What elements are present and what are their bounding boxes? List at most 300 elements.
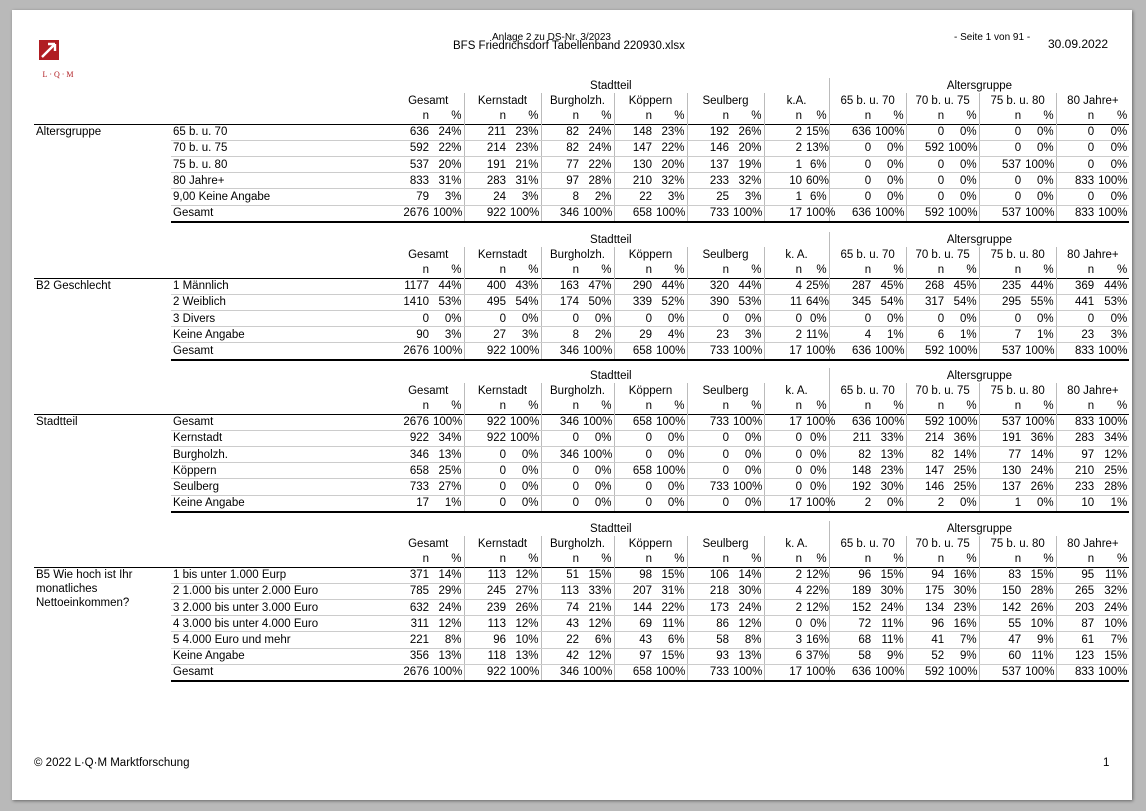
count-cell: 0 — [829, 310, 873, 326]
percent-header: % — [893, 263, 904, 276]
percent-cell: 0% — [581, 495, 614, 512]
count-cell: 295 — [979, 294, 1023, 310]
count-cell: 0 — [687, 430, 731, 446]
percent-cell: 15% — [804, 124, 829, 140]
count-cell: 207 — [614, 583, 654, 599]
percent-cell: 22% — [654, 140, 687, 156]
n-header: n — [1056, 262, 1096, 278]
percent-cell: 44% — [431, 278, 464, 294]
percent-cell: 100% — [508, 430, 541, 446]
percent-cell: 28% — [1096, 479, 1129, 495]
count-cell: 82 — [906, 446, 946, 462]
count-cell: 0 — [829, 156, 873, 172]
percent-header: % — [674, 109, 685, 122]
count-cell: 214 — [906, 430, 946, 446]
document-title: BFS Friedrichsdorf Tabellenband 220930.xlsx — [453, 40, 685, 52]
percent-cell: 12% — [1096, 446, 1129, 462]
blank-cell — [34, 383, 171, 398]
count-cell: 0 — [906, 173, 946, 189]
count-cell: 0 — [979, 140, 1023, 156]
count-cell: 82 — [541, 124, 581, 140]
n-header: n — [979, 262, 1023, 278]
count-cell: 0 — [906, 310, 946, 326]
percent-cell: 21% — [581, 599, 614, 615]
count-cell: 0 — [764, 310, 804, 326]
row-category-label: Seulberg — [171, 479, 393, 495]
row-category-label: 5 4.000 Euro und mehr — [171, 632, 393, 648]
group-header-stadtteil: Stadtteil — [590, 233, 632, 246]
n-header: n — [614, 262, 654, 278]
n-header: n — [422, 109, 429, 122]
column-header: 80 Jahre+ — [1056, 383, 1129, 398]
row-category-label: 65 b. u. 70 — [171, 124, 393, 140]
percent-cell: 100% — [873, 343, 906, 360]
count-cell: 0 — [764, 616, 804, 632]
percent-cell: 28% — [1023, 583, 1056, 599]
percent-cell: 100% — [431, 664, 464, 681]
row-category-label: 1 bis unter 1.000 Eurp — [171, 567, 393, 583]
group-header-stadtteil: Stadtteil — [590, 79, 632, 92]
percent-header: % — [893, 399, 904, 412]
count-cell: 83 — [979, 567, 1023, 583]
document-page — [12, 10, 1132, 800]
percent-cell: 100% — [431, 414, 464, 430]
count-cell: 152 — [829, 599, 873, 615]
count-cell: 0 — [979, 124, 1023, 140]
blank-cell — [34, 398, 171, 414]
count-cell: 3 — [764, 632, 804, 648]
percent-cell: 0% — [804, 310, 829, 326]
percent-header: % — [1116, 399, 1128, 412]
count-cell: 24 — [464, 189, 508, 205]
count-cell: 495 — [464, 294, 508, 310]
percent-cell: 100% — [946, 664, 979, 681]
count-cell: 0 — [393, 310, 431, 326]
table-row — [34, 173, 1129, 189]
count-cell: 2676 — [393, 414, 431, 430]
percent-cell: 31% — [654, 583, 687, 599]
blank-cell — [171, 78, 393, 93]
percent-cell: 0% — [946, 495, 979, 512]
count-cell: 369 — [1056, 278, 1096, 294]
count-cell: 6 — [906, 327, 946, 343]
table-row — [34, 140, 1129, 156]
count-cell: 833 — [1056, 343, 1096, 360]
count-cell: 17 — [393, 495, 431, 512]
row-category-label: 3 2.000 bis unter 3.000 Euro — [171, 599, 393, 615]
percent-cell: 31% — [508, 173, 541, 189]
count-cell: 113 — [541, 583, 581, 599]
percent-cell: 100% — [1023, 156, 1056, 172]
count-cell: 77 — [541, 156, 581, 172]
column-header: 70 b. u. 75 — [906, 536, 979, 551]
percent-cell: 64% — [804, 294, 829, 310]
table-row — [34, 156, 1129, 172]
percent-cell: 0% — [1023, 189, 1056, 205]
count-cell: 658 — [614, 414, 654, 430]
table-row — [34, 664, 1129, 681]
percent-cell: 100% — [508, 343, 541, 360]
count-cell: 23 — [687, 327, 731, 343]
count-cell: 733 — [687, 414, 731, 430]
count-cell: 163 — [541, 278, 581, 294]
percent-header: % — [451, 109, 462, 122]
count-cell: 400 — [464, 278, 508, 294]
percent-cell: 0% — [804, 446, 829, 462]
group-header-altersgruppe: Altersgruppe — [829, 368, 1129, 383]
count-cell: 733 — [393, 479, 431, 495]
blank-cell — [34, 247, 171, 262]
percent-cell: 100% — [804, 664, 829, 681]
count-cell: 4 — [764, 583, 804, 599]
blank-cell — [171, 93, 393, 108]
percent-cell: 0% — [508, 479, 541, 495]
percent-cell: 22% — [431, 140, 464, 156]
count-cell: 148 — [829, 463, 873, 479]
row-category-label: Gesamt — [171, 414, 393, 430]
percent-cell: 54% — [508, 294, 541, 310]
group-header-altersgruppe: Altersgruppe — [829, 78, 1129, 93]
count-cell: 592 — [906, 140, 946, 156]
percent-cell: 100% — [731, 414, 764, 430]
percent-cell: 28% — [581, 173, 614, 189]
count-cell: 2 — [906, 495, 946, 512]
row-category-label: 9,00 Keine Angabe — [171, 189, 393, 205]
percent-cell: 24% — [1096, 599, 1129, 615]
percent-header: % — [751, 263, 762, 276]
percent-cell: 3% — [1096, 327, 1129, 343]
count-cell: 356 — [393, 648, 431, 664]
n-header: n — [764, 262, 804, 278]
count-cell: 218 — [687, 583, 731, 599]
percent-cell: 9% — [873, 648, 906, 664]
count-cell: 17 — [764, 664, 804, 681]
count-cell: 733 — [687, 205, 731, 222]
table-row — [34, 414, 1129, 430]
percent-cell: 0% — [731, 446, 764, 462]
percent-cell: 0% — [804, 479, 829, 495]
n-header: n — [829, 108, 873, 124]
percent-header: % — [751, 109, 762, 122]
count-cell: 90 — [393, 327, 431, 343]
percent-cell: 13% — [873, 446, 906, 462]
n-header: n — [422, 263, 429, 276]
count-cell: 0 — [979, 310, 1023, 326]
column-header: Gesamt — [408, 537, 449, 550]
percent-cell: 13% — [431, 648, 464, 664]
percent-cell: 0% — [1023, 310, 1056, 326]
count-cell: 17 — [764, 495, 804, 512]
count-cell: 537 — [979, 156, 1023, 172]
count-cell: 287 — [829, 278, 873, 294]
percent-cell: 23% — [508, 140, 541, 156]
blank-cell — [34, 368, 171, 383]
blank-cell — [34, 551, 171, 567]
blank-cell — [171, 383, 393, 398]
count-cell: 0 — [541, 310, 581, 326]
percent-cell: 34% — [431, 430, 464, 446]
percent-cell: 22% — [654, 599, 687, 615]
count-cell: 203 — [1056, 599, 1096, 615]
count-cell: 0 — [764, 430, 804, 446]
count-cell: 192 — [829, 479, 873, 495]
count-cell: 0 — [1056, 140, 1096, 156]
count-cell: 1 — [764, 189, 804, 205]
count-cell: 636 — [829, 205, 873, 222]
count-cell: 118 — [464, 648, 508, 664]
percent-cell: 37% — [804, 648, 829, 664]
count-cell: 1 — [979, 495, 1023, 512]
table-row — [34, 189, 1129, 205]
percent-cell: 100% — [804, 343, 829, 360]
n-header: n — [541, 398, 581, 414]
percent-cell: 7% — [1096, 632, 1129, 648]
n-header: n — [687, 262, 731, 278]
footer-page-number: 1 — [1103, 757, 1110, 769]
count-cell: 96 — [464, 632, 508, 648]
percent-cell: 13% — [731, 648, 764, 664]
percent-cell: 15% — [1023, 567, 1056, 583]
percent-cell: 30% — [873, 583, 906, 599]
count-cell: 922 — [464, 664, 508, 681]
count-cell: 10 — [1056, 495, 1096, 512]
count-cell: 130 — [614, 156, 654, 172]
percent-cell: 29% — [431, 583, 464, 599]
table-row — [34, 583, 1129, 599]
count-cell: 922 — [464, 205, 508, 222]
n-header: n — [422, 552, 429, 565]
count-cell: 0 — [1056, 189, 1096, 205]
count-cell: 371 — [393, 567, 431, 583]
count-cell: 55 — [979, 616, 1023, 632]
count-cell: 17 — [764, 343, 804, 360]
percent-cell: 14% — [731, 567, 764, 583]
percent-cell: 52% — [654, 294, 687, 310]
count-cell: 658 — [614, 205, 654, 222]
percent-cell: 1% — [1023, 327, 1056, 343]
count-cell: 43 — [614, 632, 654, 648]
n-header: n — [906, 398, 946, 414]
count-cell: 68 — [829, 632, 873, 648]
count-cell: 346 — [541, 343, 581, 360]
count-cell: 346 — [393, 446, 431, 462]
percent-cell: 0% — [731, 430, 764, 446]
count-cell: 22 — [541, 632, 581, 648]
percent-cell: 23% — [946, 599, 979, 615]
count-cell: 733 — [687, 479, 731, 495]
n-header: n — [464, 398, 508, 414]
blank-cell — [171, 262, 393, 278]
column-header: 80 Jahre+ — [1056, 93, 1129, 108]
column-header: k. A. — [764, 383, 829, 398]
percent-cell: 24% — [431, 124, 464, 140]
percent-cell: 44% — [731, 278, 764, 294]
blank-cell — [34, 93, 171, 108]
column-header: Gesamt — [408, 94, 449, 107]
count-cell: 52 — [906, 648, 946, 664]
percent-cell: 0% — [654, 430, 687, 446]
percent-cell: 10% — [508, 632, 541, 648]
n-header: n — [829, 398, 873, 414]
column-header: k. A. — [764, 247, 829, 262]
column-header: 80 Jahre+ — [1056, 247, 1129, 262]
column-header: Kernstadt — [464, 383, 541, 398]
count-cell: 0 — [829, 173, 873, 189]
column-header: 65 b. u. 70 — [829, 536, 906, 551]
count-cell: 268 — [906, 278, 946, 294]
n-header: n — [1056, 398, 1096, 414]
count-cell: 191 — [979, 430, 1023, 446]
row-category-label: 70 b. u. 75 — [171, 140, 393, 156]
count-cell: 0 — [829, 140, 873, 156]
count-cell: 346 — [541, 414, 581, 430]
blank-cell — [171, 108, 393, 124]
count-cell: 0 — [614, 310, 654, 326]
count-cell: 833 — [1056, 205, 1096, 222]
percent-header: % — [1116, 263, 1128, 276]
table-row — [34, 648, 1129, 664]
percent-cell: 13% — [804, 140, 829, 156]
count-cell: 345 — [829, 294, 873, 310]
table-row — [34, 632, 1129, 648]
count-cell: 0 — [614, 495, 654, 512]
count-cell: 29 — [614, 327, 654, 343]
count-cell: 0 — [541, 463, 581, 479]
blank-cell — [34, 536, 171, 551]
percent-cell: 6% — [804, 156, 829, 172]
n-header: n — [614, 108, 654, 124]
percent-cell: 24% — [581, 140, 614, 156]
column-header: 75 b. u. 80 — [979, 247, 1056, 262]
percent-cell: 100% — [1096, 205, 1129, 222]
column-header: Burgholzh. — [541, 536, 614, 551]
n-header: n — [764, 551, 804, 567]
percent-header: % — [893, 552, 904, 565]
count-cell: 93 — [687, 648, 731, 664]
percent-cell: 0% — [431, 310, 464, 326]
percent-cell: 54% — [946, 294, 979, 310]
column-header: 70 b. u. 75 — [906, 247, 979, 262]
group-header-altersgruppe: Altersgruppe — [829, 521, 1129, 536]
blank-cell — [171, 551, 393, 567]
count-cell: 8 — [541, 327, 581, 343]
table-row — [34, 567, 1129, 583]
count-cell: 7 — [979, 327, 1023, 343]
count-cell: 0 — [906, 156, 946, 172]
table-row — [34, 616, 1129, 632]
row-category-label: 4 3.000 bis unter 4.000 Euro — [171, 616, 393, 632]
count-cell: 58 — [829, 648, 873, 664]
count-cell: 123 — [1056, 648, 1096, 664]
percent-header: % — [1043, 109, 1054, 122]
percent-cell: 0% — [581, 463, 614, 479]
column-header: 75 b. u. 80 — [979, 93, 1056, 108]
table-row — [34, 278, 1129, 294]
percent-cell: 100% — [804, 414, 829, 430]
blank-cell — [34, 78, 171, 93]
percent-cell: 3% — [508, 189, 541, 205]
count-cell: 174 — [541, 294, 581, 310]
count-cell: 833 — [1056, 173, 1096, 189]
percent-cell: 100% — [873, 205, 906, 222]
row-category-label: Köppern — [171, 463, 393, 479]
percent-cell: 100% — [581, 664, 614, 681]
percent-cell: 100% — [946, 414, 979, 430]
logo-text: L·Q·M — [42, 70, 76, 79]
percent-cell: 12% — [431, 616, 464, 632]
percent-cell: 0% — [508, 495, 541, 512]
table-row — [34, 294, 1129, 310]
count-cell: 106 — [687, 567, 731, 583]
blank-cell — [34, 108, 171, 124]
count-cell: 636 — [829, 414, 873, 430]
count-cell: 636 — [829, 343, 873, 360]
n-header: n — [541, 262, 581, 278]
percent-cell: 100% — [1023, 343, 1056, 360]
percent-cell: 4% — [654, 327, 687, 343]
n-header: n — [422, 399, 429, 412]
percent-cell: 0% — [946, 189, 979, 205]
count-cell: 211 — [829, 430, 873, 446]
count-cell: 113 — [464, 616, 508, 632]
count-cell: 146 — [906, 479, 946, 495]
count-cell: 0 — [979, 173, 1023, 189]
count-cell: 0 — [1056, 156, 1096, 172]
percent-cell: 16% — [804, 632, 829, 648]
column-header: Gesamt — [408, 248, 449, 261]
count-cell: 98 — [614, 567, 654, 583]
count-cell: 86 — [687, 616, 731, 632]
percent-cell: 26% — [1023, 479, 1056, 495]
row-category-label: 80 Jahre+ — [171, 173, 393, 189]
percent-cell: 100% — [731, 664, 764, 681]
percent-cell: 24% — [1023, 463, 1056, 479]
count-cell: 61 — [1056, 632, 1096, 648]
blank-cell — [34, 521, 171, 536]
count-cell: 69 — [614, 616, 654, 632]
count-cell: 1 — [764, 156, 804, 172]
crosstab-table — [34, 78, 1129, 223]
n-header: n — [764, 108, 804, 124]
percent-cell: 100% — [804, 205, 829, 222]
count-cell: 2 — [764, 124, 804, 140]
n-header: n — [687, 108, 731, 124]
count-cell: 8 — [541, 189, 581, 205]
percent-cell: 100% — [731, 205, 764, 222]
percent-cell: 15% — [654, 648, 687, 664]
percent-cell: 15% — [581, 567, 614, 583]
percent-cell: 0% — [946, 310, 979, 326]
print-date: 30.09.2022 — [1048, 37, 1109, 51]
count-cell: 60 — [979, 648, 1023, 664]
count-cell: 537 — [979, 664, 1023, 681]
count-cell: 147 — [614, 140, 654, 156]
count-cell: 592 — [906, 343, 946, 360]
percent-cell: 0% — [804, 616, 829, 632]
percent-cell: 36% — [1023, 430, 1056, 446]
percent-header: % — [451, 263, 462, 276]
percent-header: % — [816, 552, 827, 565]
count-cell: 23 — [1056, 327, 1096, 343]
percent-cell: 15% — [873, 567, 906, 583]
percent-cell: 0% — [804, 430, 829, 446]
percent-cell: 100% — [508, 414, 541, 430]
percent-header: % — [816, 399, 827, 412]
percent-cell: 100% — [946, 140, 979, 156]
count-cell: 658 — [614, 664, 654, 681]
percent-cell: 53% — [1096, 294, 1129, 310]
count-cell: 191 — [464, 156, 508, 172]
